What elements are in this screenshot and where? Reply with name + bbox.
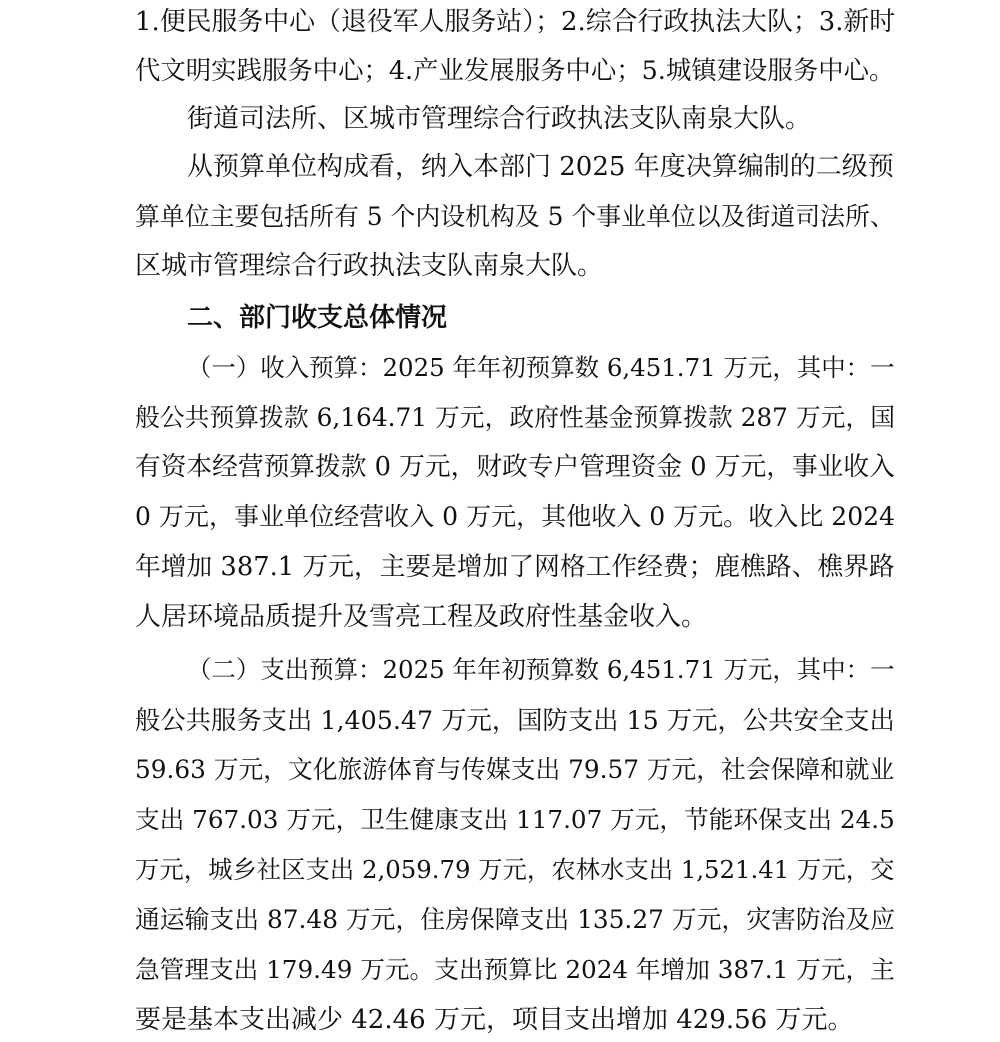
text-line-8: （一）收入预算：2025 年年初预算数 6,451.71 万元，其中：一 bbox=[187, 353, 895, 382]
text-line-6: 区城市管理综合行政执法支队南泉大队。 bbox=[135, 251, 604, 281]
section-heading: 二、部门收支总体情况 bbox=[187, 303, 448, 333]
text-line-19: 通运输支出 87.48 万元，住房保障支出 135.27 万元，灾害防治及应 bbox=[135, 905, 896, 934]
text-line-3: 街道司法所、区城市管理综合行政执法支队南泉大队。 bbox=[187, 104, 812, 134]
text-line-21: 要是基本支出减少 42.46 万元，项目支出增加 429.56 万元。 bbox=[135, 1005, 854, 1035]
text-line-15: 般公共服务支出 1,405.47 万元，国防支出 15 万元，公共安全支出 bbox=[135, 705, 895, 735]
text-line-14: （二）支出预算：2025 年年初预算数 6,451.71 万元，其中：一 bbox=[187, 655, 895, 684]
text-line-17: 支出 767.03 万元，卫生健康支出 117.07 万元，节能环保支出 24.5 bbox=[135, 805, 895, 834]
text-line-9: 般公共预算拨款 6,164.71 万元，政府性基金预算拨款 287 万元，国 bbox=[135, 403, 896, 432]
text-line-16: 59.63 万元，文化旅游体育与传媒支出 79.57 万元，社会保障和就业 bbox=[135, 755, 895, 784]
text-line-5: 算单位主要包括所有 5 个内设机构及 5 个事业单位以及街道司法所、 bbox=[135, 202, 895, 231]
text-line-2: 代文明实践服务中心；4.产业发展服务中心；5.城镇建设服务中心。 bbox=[135, 55, 895, 85]
text-line-11: 0 万元，事业单位经营收入 0 万元，其他收入 0 万元。收入比 2024 bbox=[135, 502, 895, 531]
text-line-10: 有资本经营预算拨款 0 万元，财政专户管理资金 0 万元，事业收入 bbox=[135, 452, 895, 482]
text-line-4: 从预算单位构成看，纳入本部门 2025 年度决算编制的二级预 bbox=[187, 152, 894, 182]
text-line-1: 1.便民服务中心（退役军人服务站）；2.综合行政执法大队；3.新时 bbox=[135, 7, 896, 37]
text-line-13: 人居环境品质提升及雪亮工程及政府性基金收入。 bbox=[135, 602, 708, 632]
text-line-20: 急管理支出 179.49 万元。支出预算比 2024 年增加 387.1 万元，主 bbox=[135, 955, 895, 984]
text-line-12: 年增加 387.1 万元，主要是增加了网格工作经费；鹿樵路、樵界路 bbox=[135, 552, 895, 582]
text-line-18: 万元，城乡社区支出 2,059.79 万元，农林水支出 1,521.41 万元，交 bbox=[135, 855, 895, 884]
